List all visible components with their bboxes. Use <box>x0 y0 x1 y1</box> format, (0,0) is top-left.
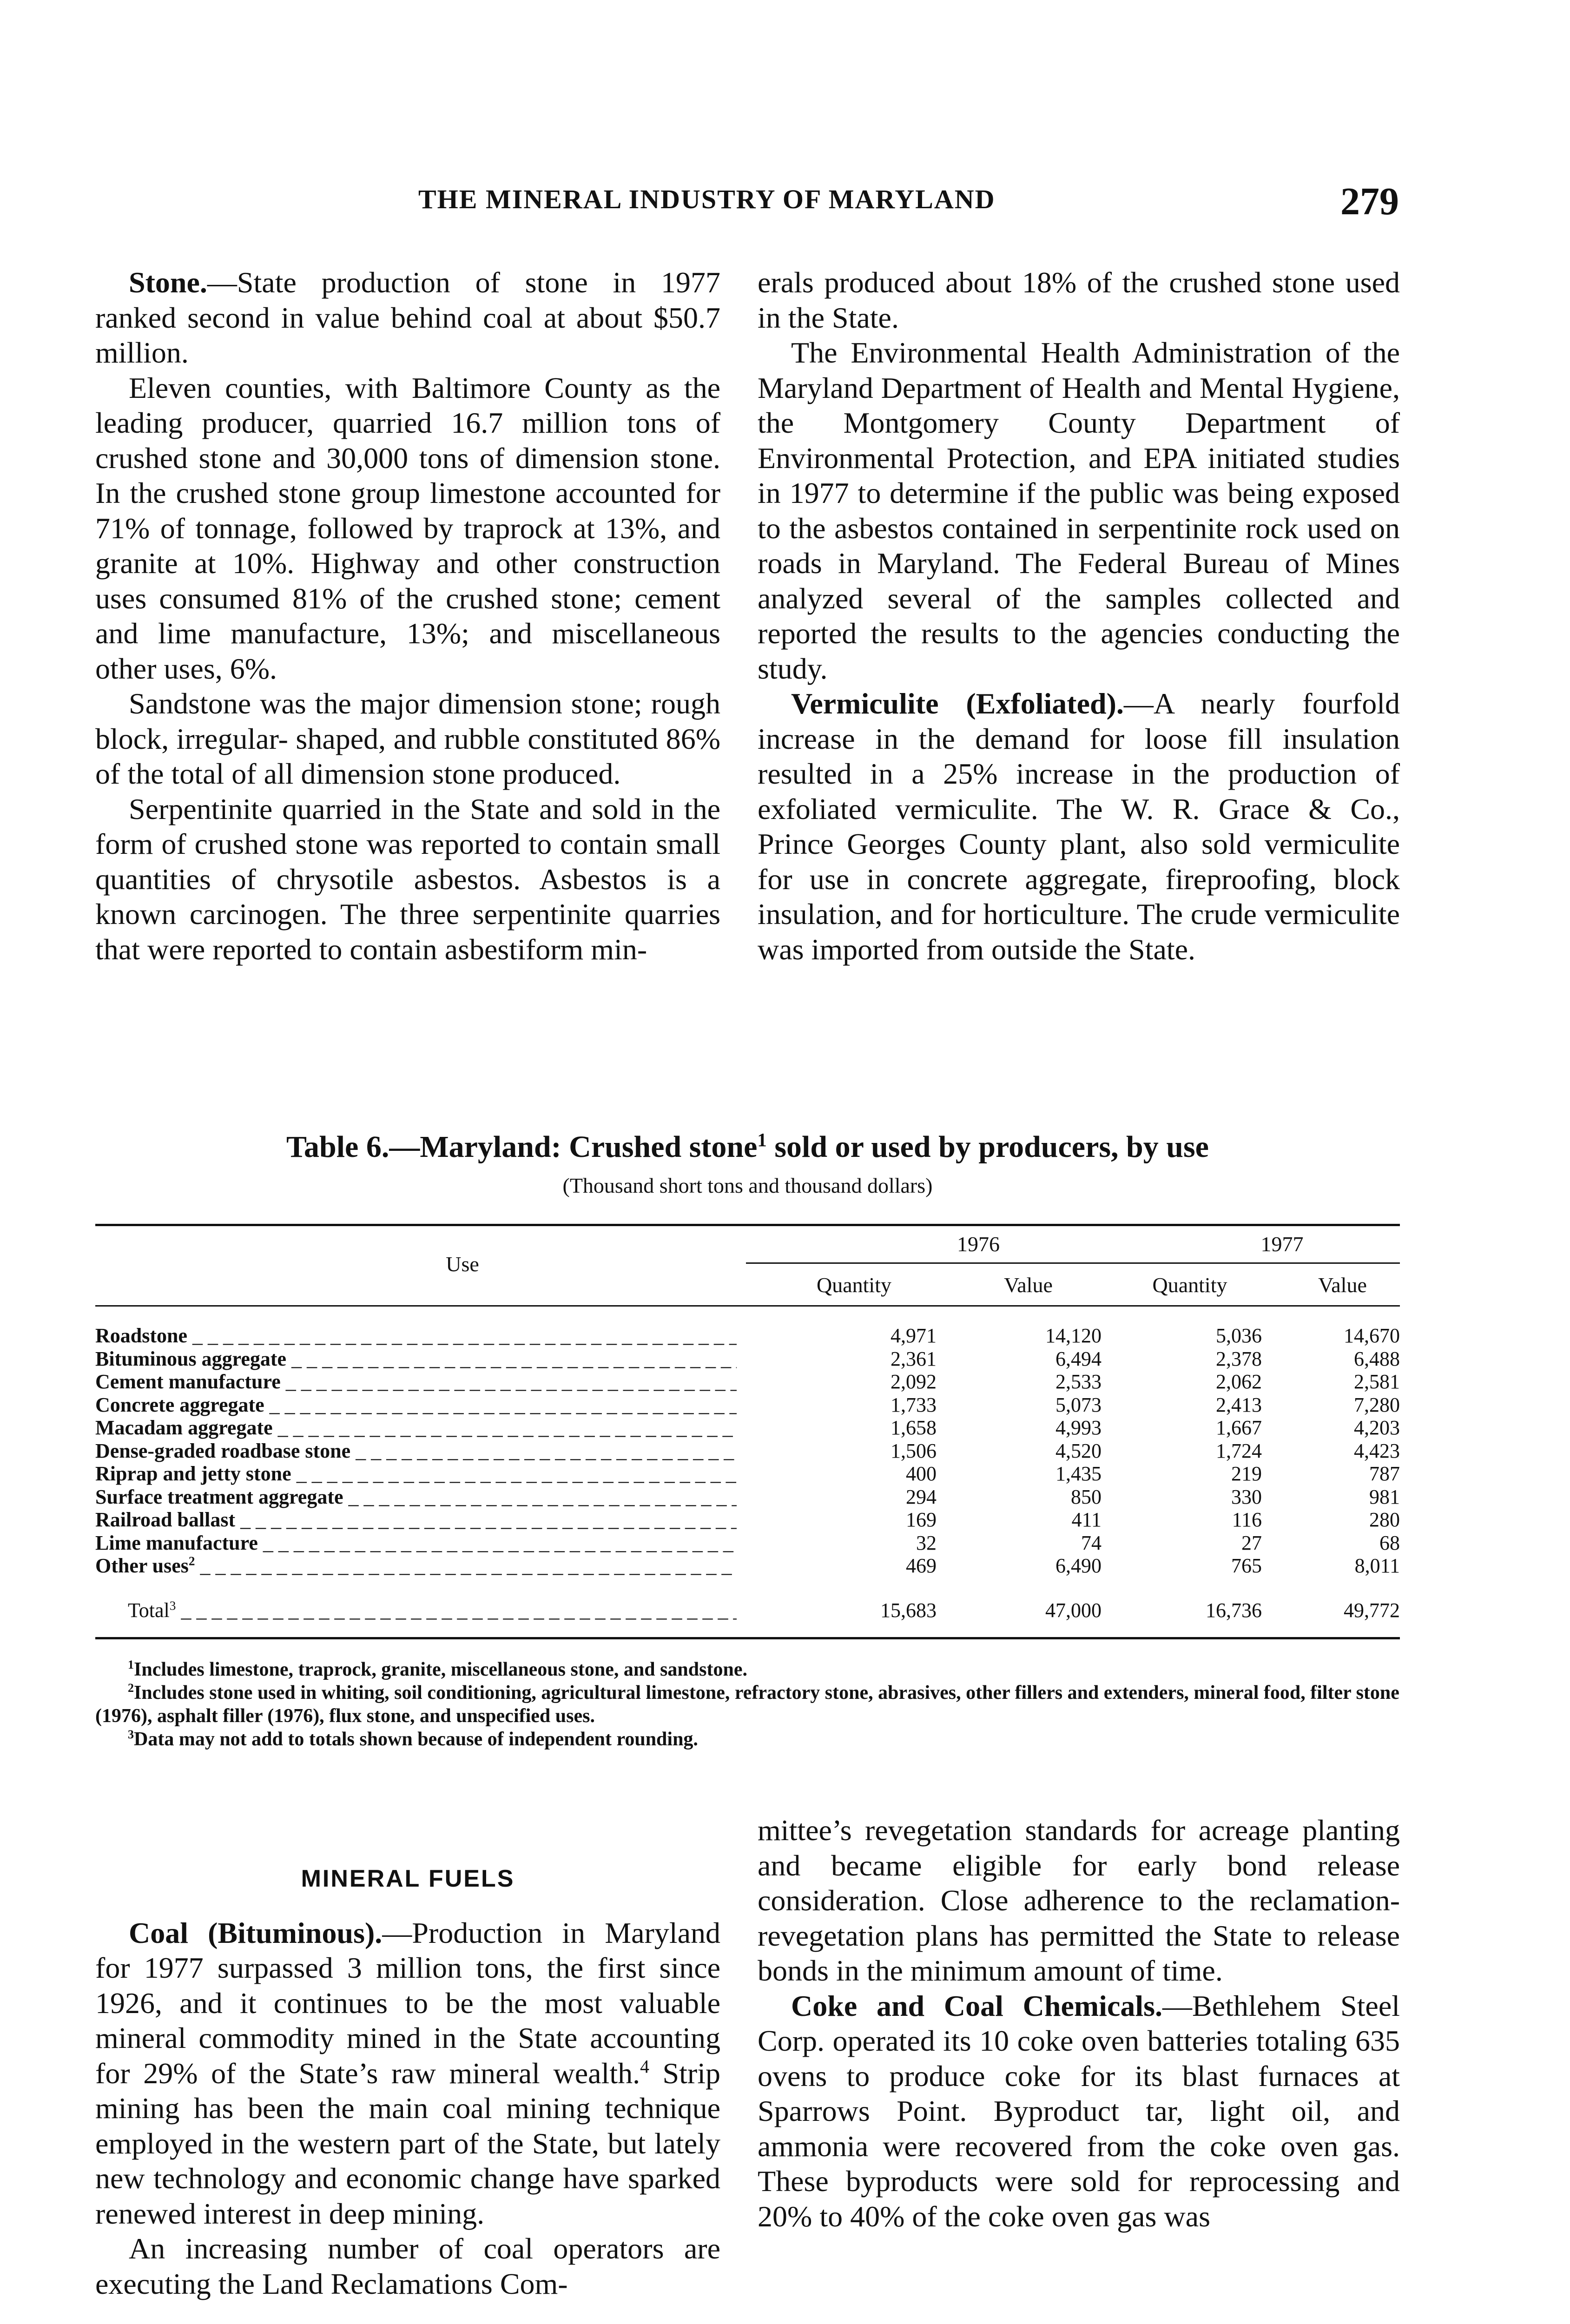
footnote <box>95 1658 1400 1681</box>
column-header-1977: 1977 <box>1260 1232 1304 1256</box>
table-row <box>95 1439 1400 1463</box>
cell-value-1976: 411 <box>1071 1508 1102 1531</box>
table-body <box>95 1307 1400 1578</box>
column-header-value-1977: Value <box>1318 1273 1367 1297</box>
cell-value-1976: 5,073 <box>1055 1393 1102 1416</box>
cell-value-1977: 787 <box>1369 1462 1400 1485</box>
cell-value-1977: 2,581 <box>1354 1370 1400 1393</box>
footnote-text: Data may not add to totals shown because of independent rounding. <box>134 1728 698 1750</box>
row-label: Dense-graded roadbase stone _ _ _ <box>95 1439 737 1463</box>
footnote-text: Includes limestone, traprock, granite, miscellaneous stone, and sandstone. <box>134 1658 747 1680</box>
run-in-head-coal: Coal (Bituminous). <box>129 1916 383 1949</box>
row-label: Concrete aggregate _ _ _ <box>95 1393 737 1417</box>
row-label <box>95 1554 737 1578</box>
cell-value-1976: 4,993 <box>1055 1416 1102 1439</box>
cell-value-1977: 280 <box>1369 1508 1400 1531</box>
paragraph-text: —State production of stone in 1977 ranked second in value behind coal at about $50.7 million. <box>95 266 720 369</box>
paragraph-coke <box>758 1988 1400 2234</box>
cell-quantity-1976: 1,658 <box>891 1416 937 1439</box>
footnote-mark: 4 <box>640 2056 649 2077</box>
footnote-mark: 1 <box>128 1657 134 1671</box>
row-label: Riprap and jetty stone _ _ _ <box>95 1462 737 1486</box>
cell-quantity-1977: 330 <box>1231 1485 1262 1508</box>
section-heading: MINERAL FUELS <box>301 1865 515 1892</box>
total-quantity-1977: 16,736 <box>1206 1598 1262 1622</box>
footnote <box>95 1681 1400 1728</box>
cell-quantity-1977: 765 <box>1231 1554 1262 1577</box>
table-row <box>95 1416 1400 1439</box>
cell-quantity-1977: 219 <box>1231 1462 1262 1485</box>
running-title: THE MINERAL INDUSTRY OF MARYLAND <box>418 184 996 214</box>
row-label: Cement manufacture _ _ _ <box>95 1370 737 1393</box>
cell-value-1976: 6,494 <box>1055 1347 1102 1370</box>
cell-quantity-1976: 4,971 <box>891 1324 937 1347</box>
cell-quantity-1977: 1,724 <box>1216 1439 1262 1462</box>
paragraph-vermiculite <box>758 686 1400 967</box>
cell-value-1976: 74 <box>1081 1531 1102 1554</box>
row-label: Surface treatment aggregate _ _ _ <box>95 1486 737 1509</box>
cell-value-1976: 850 <box>1071 1485 1102 1508</box>
paragraph-counties: Eleven counties, with Baltimore County as the leading producer, quarried 16.7 million tons of crushed stone and 30,000 tons of dimension stone. In the crushed stone group limestone accounted for 71% of tonnage, followed by traprock at 13%, and granite at 10%. Highway and other construction uses consumed 81% of the crushed stone; cement and lime manufacture, 13%; and miscellaneous other uses, 6%. <box>95 371 720 685</box>
footnote-mark: 1 <box>757 1129 767 1150</box>
paragraph-text: —Production in Maryland for 1977 surpassed 3 million tons, the first since 1926, and it continues to be the most valuable mineral commodity mined in the State accounting for 29% of the State’s raw mineral wealth. <box>95 1916 721 2090</box>
table-footnotes <box>95 1658 1400 1751</box>
year-rule <box>746 1262 1400 1264</box>
table-bottom-rule <box>95 1637 1400 1639</box>
paragraph-continued: mittee’s revegetation standards for acreage planting and became eligible for early bond release consideration. Close adherence to the reclamation-revegetation plans has permitted the State to release bonds in the minimum amount of time. <box>758 1814 1400 1987</box>
footnote-mark: 2 <box>188 1554 195 1568</box>
table-subtitle: (Thousand short tons and thousand dollars) <box>562 1174 933 1197</box>
column-header-quantity-1976: Quantity <box>817 1273 891 1297</box>
table-row <box>95 1347 1400 1371</box>
right-column-top <box>758 265 1400 967</box>
cell-quantity-1977: 2,062 <box>1216 1370 1262 1393</box>
table-row <box>95 1508 1400 1532</box>
cell-value-1977: 4,423 <box>1354 1439 1400 1462</box>
total-quantity-1976: 15,683 <box>880 1598 937 1622</box>
cell-value-1976: 2,533 <box>1055 1370 1102 1393</box>
cell-value-1977: 14,670 <box>1344 1324 1400 1347</box>
paragraph-text: Strip mining has been the main coal mining technique employed in the western part of the State, but lately new technology and economic change have sparked renewed interest in deep mining. <box>95 2056 721 2230</box>
running-head <box>93 179 1399 230</box>
left-column-bottom <box>95 1864 720 2301</box>
row-label: Railroad ballast _ _ _ <box>95 1508 737 1532</box>
row-label: Macadam aggregate _ _ _ <box>95 1416 737 1439</box>
total-label-text: Total <box>128 1598 170 1622</box>
cell-value-1976: 14,120 <box>1045 1324 1102 1347</box>
cell-quantity-1977: 2,378 <box>1216 1347 1262 1370</box>
table-6 <box>95 1129 1400 1751</box>
cell-value-1977: 68 <box>1379 1531 1400 1554</box>
left-column-top <box>95 265 720 967</box>
row-label: Lime manufacture _ _ _ <box>95 1532 737 1555</box>
paragraph-coal-operators: An increasing number of coal operators are executing the Land Reclamations Com- <box>95 2232 720 2300</box>
table-row <box>95 1486 1400 1509</box>
table-row <box>95 1532 1400 1555</box>
table-row <box>95 1554 1400 1578</box>
row-label-text: Other uses <box>95 1554 189 1577</box>
cell-quantity-1977: 5,036 <box>1216 1324 1262 1347</box>
table-row <box>95 1370 1400 1393</box>
row-label: Roadstone _ _ _ <box>95 1324 737 1347</box>
paragraph-sandstone: Sandstone was the major dimension stone; rough block, irregular- shaped, and rubble constituted 86% of the total of all dimension stone produced. <box>95 687 720 790</box>
page-number: 279 <box>1340 180 1399 223</box>
column-header-1976: 1976 <box>957 1232 1000 1256</box>
footnote-mark: 3 <box>128 1727 134 1741</box>
column-header-quantity-1977: Quantity <box>1152 1273 1227 1297</box>
cell-value-1976: 1,435 <box>1055 1462 1102 1485</box>
cell-quantity-1976: 32 <box>916 1531 937 1554</box>
run-in-head-coke: Coke and Coal Chemicals. <box>791 1989 1163 2022</box>
cell-value-1977: 981 <box>1369 1485 1400 1508</box>
cell-quantity-1977: 1,667 <box>1216 1416 1262 1439</box>
column-header-use: Use <box>446 1252 479 1276</box>
cell-quantity-1976: 169 <box>906 1508 937 1531</box>
cell-quantity-1977: 2,413 <box>1216 1393 1262 1416</box>
table-title-text: Table 6.—Maryland: Crushed stone <box>286 1130 758 1164</box>
cell-quantity-1976: 2,361 <box>891 1347 937 1370</box>
table-row <box>95 1324 1400 1347</box>
footnote-mark: 3 <box>169 1598 176 1612</box>
paragraph-coal <box>95 1915 720 2232</box>
paragraph-text: —A nearly fourfold increase in the demand for loose fill insulation resulted in a 25% increase in the production of exfoliated vermiculite. The W. R. Grace & Co., Prince Georges County plant, also sold vermiculite for use in concrete aggregate, fireproofing, block insulation, and for horticulture. The crude vermiculite was imported from outside the State. <box>758 687 1400 966</box>
cell-quantity-1976: 1,506 <box>891 1439 937 1462</box>
table-title-text: sold or used by producers, by use <box>766 1130 1209 1164</box>
run-in-head-stone: Stone. <box>129 266 207 299</box>
total-label <box>128 1596 737 1625</box>
table-title <box>95 1129 1400 1165</box>
cell-quantity-1976: 1,733 <box>891 1393 937 1416</box>
cell-value-1977: 8,011 <box>1354 1554 1400 1577</box>
footnote-text: Includes stone used in whiting, soil conditioning, agricultural limestone, refractory stone, abrasives, other fillers and extenders, mineral food, filter stone (1976), asphalt filler (1976), flux stone, and unspecified uses. <box>95 1682 1399 1727</box>
table-total-row <box>95 1596 1400 1625</box>
total-value-1977: 49,772 <box>1344 1598 1400 1622</box>
table-row <box>95 1393 1400 1417</box>
run-in-head-vermiculite: Vermiculite (Exfoliated). <box>791 687 1124 720</box>
cell-quantity-1977: 116 <box>1232 1508 1262 1531</box>
right-column-bottom <box>758 1813 1400 2234</box>
row-label: Bituminous aggregate _ _ _ <box>95 1347 737 1371</box>
cell-quantity-1976: 2,092 <box>891 1370 937 1393</box>
paragraph-continued: erals produced about 18% of the crushed stone used in the State. <box>758 266 1400 334</box>
cell-value-1976: 6,490 <box>1055 1554 1102 1577</box>
total-value-1976: 47,000 <box>1045 1598 1102 1622</box>
cell-value-1976: 4,520 <box>1055 1439 1102 1462</box>
cell-quantity-1976: 469 <box>906 1554 937 1577</box>
paragraph-asbestos-studies: The Environmental Health Administration of the Maryland Department of Health and Mental Hygiene, the Montgomery County Department of Environmental Protection, and EPA initiated studies in 1977 to determine if the public was being exposed to the asbestos contained in serpentinite rock used on roads in Maryland. The Federal Bureau of Mines analyzed several of the samples collected and reported the results to the agencies conducting the study. <box>758 336 1400 685</box>
footnote-mark: 2 <box>128 1681 134 1695</box>
column-header-value-1976: Value <box>1004 1273 1053 1297</box>
footnote <box>95 1728 1400 1751</box>
cell-quantity-1976: 294 <box>906 1485 937 1508</box>
cell-quantity-1977: 27 <box>1241 1531 1262 1554</box>
cell-value-1977: 6,488 <box>1354 1347 1400 1370</box>
paragraph-text: —Bethlehem Steel Corp. operated its 10 coke oven batteries totaling 635 ovens to produce coke for its blast furnaces at Sparrows Point. Byproduct tar, light oil, and ammonia were recovered from the coke oven gas. These byproducts were sold for reprocessing and 20% to 40% of the coke oven gas was <box>758 1989 1400 2233</box>
table-header <box>95 1226 1400 1305</box>
cell-value-1977: 4,203 <box>1354 1416 1400 1439</box>
cell-value-1977: 7,280 <box>1354 1393 1400 1416</box>
paragraph-serpentinite: Serpentinite quarried in the State and sold in the form of crushed stone was reported to contain small quantities of chrysotile asbestos. Asbestos is a known carcinogen. The three serpentinite quarries that were reported to contain asbestiform min- <box>95 792 720 966</box>
cell-quantity-1976: 400 <box>906 1462 937 1485</box>
paragraph-stone <box>95 265 720 370</box>
table-row <box>95 1462 1400 1486</box>
